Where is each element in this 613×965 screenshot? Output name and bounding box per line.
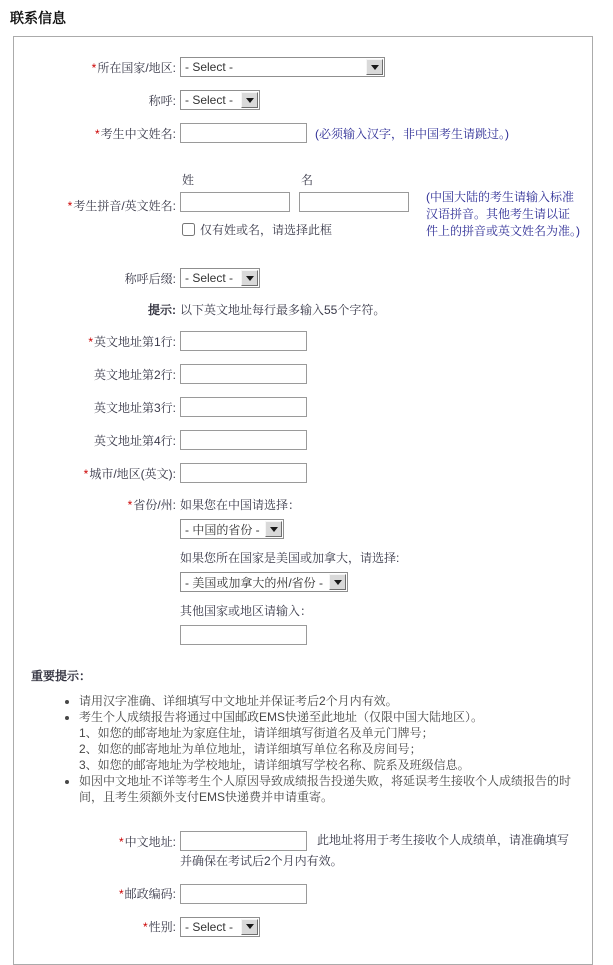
country-label: *所在国家/地区:: [91, 60, 176, 75]
gender-row: [26, 917, 580, 937]
postal-code-row: [26, 884, 580, 904]
postal-code-input[interactable]: [180, 884, 307, 904]
city-row: [26, 463, 580, 483]
chinese-address-row: [26, 830, 580, 871]
address-line-1-input[interactable]: [180, 331, 307, 351]
address-line-4-row: [26, 430, 580, 450]
surname-label: 姓: [182, 173, 195, 187]
required-asterisk: *: [94, 126, 100, 141]
suffix-select[interactable]: - Select -: [180, 268, 260, 288]
province-label: *省份/州:: [127, 498, 176, 512]
required-asterisk: *: [88, 334, 93, 349]
chinese-address-input[interactable]: [180, 831, 307, 851]
china-province-select[interactable]: - 中国的省份 -: [180, 519, 284, 539]
city-input[interactable]: [180, 463, 307, 483]
required-asterisk: *: [118, 887, 124, 902]
country-row: [26, 57, 580, 77]
address-line-3-row: [26, 397, 580, 417]
us-state-select[interactable]: - 美国或加拿大的州/省份 -: [180, 572, 348, 592]
list-item: • 考生个人成绩报告将通过中国邮政EMS快递至此地址（仅限中国大陆地区）。 1、如您的邮寄地址为家庭住址，请详细填写街道名及单元门牌号； 2、如您的邮寄地址为单位地址，请详细填写单位名称及房间号； 3、如您的邮寄地址为学校地址，请详细填写学校名称、院系及班级信息。: [79, 709, 580, 773]
tip-text: 以下英文地址每行最多输入55个字符。: [180, 303, 386, 317]
chinese-address-label: *中文地址:: [118, 835, 176, 849]
pinyin-name-note: (中国大陆的考生请输入标准汉语拼音。其他考生请以证件上的拼音或英文姓名为准。): [426, 190, 580, 238]
chinese-name-label: *考生中文姓名:: [94, 126, 176, 141]
salutation-row: [26, 90, 580, 110]
address-line-3-label: 英文地址第3行:: [93, 400, 176, 415]
list-subitem: 2、如您的邮寄地址为单位地址，请详细填写单位名称及房间号；: [79, 742, 422, 756]
salutation-select[interactable]: - Select -: [180, 90, 260, 110]
address-line-2-row: [26, 364, 580, 384]
gender-label: *性别:: [142, 920, 176, 935]
chevron-down-icon: [241, 92, 258, 108]
pinyin-name-label: *考生拼音/英文姓名:: [67, 199, 176, 213]
required-asterisk: *: [91, 60, 97, 75]
important-notes-list: [31, 693, 580, 805]
tip-label: 提示:: [148, 303, 176, 317]
us-state-prompt: 如果您所在国家是美国或加拿大，请选择:: [180, 551, 400, 565]
chevron-down-icon: [329, 574, 346, 590]
list-subitem: 1、如您的邮寄地址为家庭住址，请详细填写街道名及单元门牌号；: [79, 726, 434, 740]
suffix-label: 称呼后缀:: [124, 271, 176, 286]
chinese-name-row: [26, 123, 580, 143]
required-asterisk: *: [142, 920, 148, 935]
other-region-input[interactable]: [180, 625, 307, 645]
given-name-input[interactable]: [299, 192, 409, 212]
chinese-address-note: 此地址将用于考生接收个人成绩单，请准确填写并确保在考试后2个月内有效。: [180, 833, 570, 868]
country-select[interactable]: - Select -: [180, 57, 385, 77]
chinese-name-input[interactable]: [180, 123, 307, 143]
address-line-4-input[interactable]: [180, 430, 307, 450]
required-asterisk: *: [127, 498, 133, 512]
required-asterisk: *: [118, 835, 124, 849]
address-line-2-label: 英文地址第2行:: [93, 367, 176, 382]
china-province-prompt: 如果您在中国请选择：: [180, 498, 301, 512]
chinese-name-note: (必须输入汉字，非中国考生请跳过。): [315, 126, 509, 141]
chevron-down-icon: [241, 919, 258, 935]
given-name-label: 名: [301, 173, 314, 187]
list-item: • 如因中文地址不详等考生个人原因导致成绩报告投递失败，将延误考生接收个人成绩报告的时间，且考生须额外支付EMS快递费并申请重寄。: [79, 773, 580, 805]
chevron-down-icon: [366, 59, 383, 75]
required-asterisk: *: [67, 199, 73, 213]
province-row: [26, 496, 580, 645]
list-item: • 请用汉字准确、详细填写中文地址并保证考后2个月内有效。: [79, 693, 580, 709]
page-title: 联系信息: [10, 10, 66, 26]
chevron-down-icon: [265, 521, 282, 537]
required-asterisk: *: [83, 466, 89, 481]
single-name-checkbox[interactable]: [182, 223, 195, 236]
salutation-label: 称呼:: [148, 93, 176, 108]
suffix-row: [26, 268, 580, 288]
gender-select[interactable]: - Select -: [180, 917, 260, 937]
other-region-prompt: 其他国家或地区请输入：: [180, 604, 313, 618]
chevron-down-icon: [241, 270, 258, 286]
list-subitem: 3、如您的邮寄地址为学校地址，请详细填写学校名称、院系及班级信息。: [79, 758, 470, 772]
single-name-checkbox-label: 仅有姓或名，请选择此框: [200, 223, 333, 237]
pinyin-name-row: [26, 171, 580, 240]
address-line-3-input[interactable]: [180, 397, 307, 417]
contact-form: [13, 36, 593, 965]
postal-code-label: *邮政编码:: [118, 887, 176, 902]
address-line-1-label: *英文地址第1行:: [88, 334, 176, 349]
important-notes: [31, 667, 580, 805]
address-line-2-input[interactable]: [180, 364, 307, 384]
address-line-1-row: [26, 331, 580, 351]
address-tip-row: [26, 301, 580, 318]
address-line-4-label: 英文地址第4行:: [93, 433, 176, 448]
city-label: *城市/地区(英文):: [83, 466, 176, 481]
important-notes-heading: 重要提示：: [31, 669, 92, 683]
surname-input[interactable]: [180, 192, 290, 212]
